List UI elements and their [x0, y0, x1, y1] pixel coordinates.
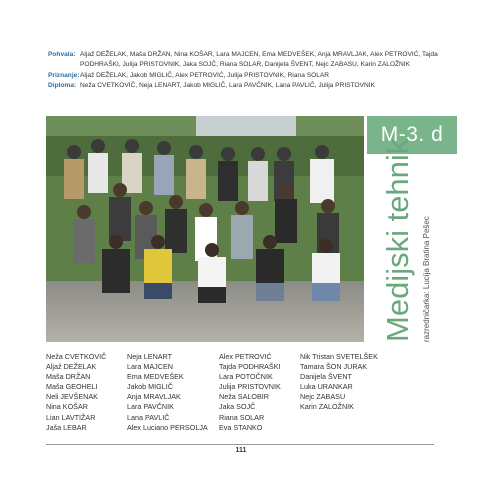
- student-name: Neža SALOBIR: [219, 392, 269, 402]
- program-title: Medijski tehnik: [380, 138, 415, 342]
- student-name: Luka URANKAR: [300, 382, 353, 392]
- student-name: Lara PAVČNIK: [127, 402, 174, 412]
- class-photo-illustration: [46, 116, 364, 342]
- class-photo: [46, 116, 364, 342]
- student-name: Maša DRŽAN: [46, 372, 91, 382]
- student-name: Lara POTOČNIK: [219, 372, 273, 382]
- student-name: Jakob MIGLIČ: [127, 382, 173, 392]
- award-names: Neža CVETKOVIČ, Neja LENART, Jakob MIGLIČ, Lara PAVČNIK, Lana PAVLIČ, Julija PRISTOVNIK: [80, 82, 375, 90]
- student-column: [300, 352, 420, 433]
- page-number: 111: [235, 447, 247, 454]
- student-column: [46, 352, 127, 433]
- student-name: Lian LAVTIŽAR: [46, 412, 96, 422]
- student-name: Neja LENART: [127, 352, 173, 361]
- student-name: Nina KOŠAR: [46, 402, 88, 412]
- footer-divider: [46, 444, 434, 445]
- student-name: Jaša LEBAR: [46, 422, 87, 432]
- student-name: Neli JEVŠENAK: [46, 392, 98, 402]
- student-name: Tajda PODHRAŠKI: [219, 362, 281, 372]
- award-row-pohvala: [48, 50, 448, 71]
- awards-section: [48, 50, 448, 92]
- student-name: Neža CVETKOVIČ: [46, 352, 107, 361]
- student-list: [46, 352, 420, 433]
- award-label: Priznanje:: [48, 71, 80, 79]
- student-name: Nejc ZABASU: [300, 392, 346, 402]
- student-name: Anja MRAVLJAK: [127, 392, 181, 402]
- student-name: Eva STANKO: [219, 422, 263, 432]
- award-names: Aljaž DEŽELAK, Jakob MIGLIČ, Alex PETROVIĆ, Julija PRISTOVNIK, Riana SOLAR: [80, 71, 330, 79]
- student-name: Alex Luciano PERSOLJA: [127, 422, 208, 432]
- student-name: Ema MEDVEŠEK: [127, 372, 184, 382]
- student-name: Aljaž DEŽELAK: [46, 362, 97, 372]
- student-name: Lana PAVLIČ: [127, 412, 170, 422]
- student-name: Tamara ŠON JURAK: [300, 362, 368, 372]
- student-name: Jaka SOJČ: [219, 402, 256, 412]
- class-teacher: razredničarka: Lucija Bratina Pešec: [422, 216, 431, 342]
- student-column: [219, 352, 300, 433]
- award-label: Pohvala:: [48, 51, 76, 58]
- student-name: Alex PETROVIĆ: [219, 352, 272, 361]
- student-column: [127, 352, 219, 433]
- student-name: Riana SOLAR: [219, 412, 265, 422]
- student-name: Danijela ŠVENT: [300, 372, 352, 382]
- student-name: Nik Tristan SVETELŠEK: [300, 352, 378, 361]
- award-label: Diploma:: [48, 82, 77, 90]
- student-name: Karin ZALOŽNIK: [300, 402, 354, 412]
- class-code-badge: M-3. d: [367, 116, 457, 154]
- student-name: Julija PRISTOVNIK: [219, 382, 281, 392]
- award-names: Aljaž DEŽELAK, Maša DRŽAN, Nina KOŠAR, Lara MAJCEN, Ema MEDVEŠEK, Anja MRAVLJAK, Alex PETROVIĆ, Tajda PODHRAŠKI, Julija PRISTOVNIK, Jaka SOJČ, Riana SOLAR, Danijela ŠVENT, Nejc ZABASU, Karin ZALOŽNIK: [80, 51, 438, 69]
- student-name: Maša GEOHELI: [46, 382, 98, 392]
- award-row-diploma: [48, 81, 448, 91]
- student-name: Lara MAJCEN: [127, 362, 173, 372]
- award-row-priznanje: [48, 71, 448, 81]
